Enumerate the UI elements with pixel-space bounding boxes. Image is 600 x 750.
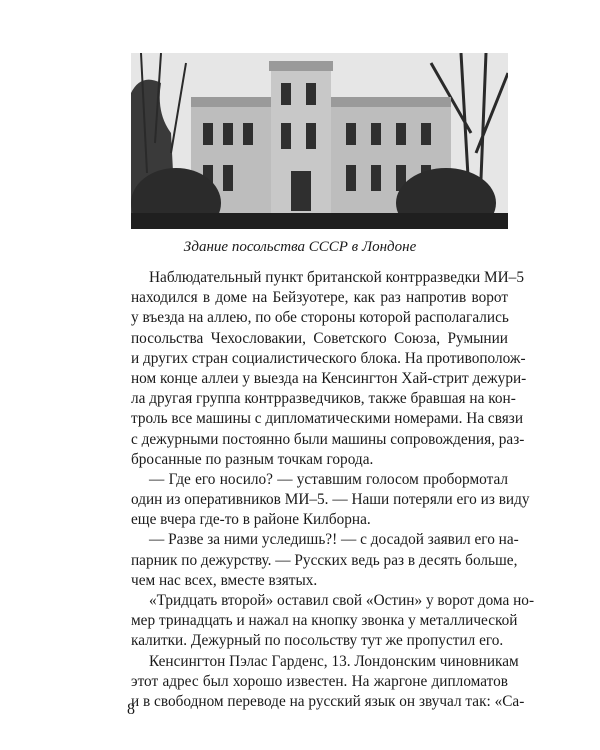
text-line: парник по дежурству. — Русских ведь раз в десять больше,	[131, 551, 518, 569]
embassy-photo	[131, 53, 508, 229]
paragraph	[131, 591, 535, 652]
text-line: Кенсингтон Пэлас Гарденс, 13. Лондонским чиновникам	[149, 652, 519, 670]
paragraph	[131, 652, 525, 713]
text-line: мер тринадцать и нажал на кнопку звонка у металлической	[131, 612, 518, 630]
text-line: один из оперативников МИ–5. — Наши потеряли его из виду	[131, 491, 530, 509]
text-line: ном конце аллеи у выезда на Кенсингтон Хай-стрит дежури-	[131, 369, 527, 387]
text-line: калитки. Дежурный по посольству тут же пропустил его.	[131, 632, 504, 650]
text-line: бросанные по разным точкам города.	[131, 450, 374, 468]
text-line: с дежурными постоянно были машины сопровождения, раз-	[131, 430, 525, 448]
paragraph	[131, 530, 519, 591]
text-line: ла другая группа контрразведчиков, также бравшая на кон-	[131, 390, 516, 408]
text-line: у въезда на аллею, по обе стороны которой располагались	[131, 309, 509, 327]
text-line: троль все машины с дипломатическими номерами. На связи	[131, 410, 524, 428]
text-line: чем нас всех, вместе взятых.	[131, 571, 318, 589]
text-line: — Где его носило? — уставшим голосом пробормотал	[149, 470, 508, 488]
text-line: — Разве за ними уследишь?! — с досадой заявил его на-	[149, 531, 519, 549]
body-text	[131, 268, 535, 712]
text-line: «Тридцать второй» оставил свой «Остин» у ворот дома но-	[149, 592, 535, 609]
text-line: еще вчера где-то в районе Килборна.	[131, 511, 371, 529]
figure-caption: Здание посольства СССР в Лондоне	[183, 239, 417, 255]
page-number: 8	[127, 701, 135, 718]
text-line: посольства Чехословакии, Советского Союза, Румынии	[131, 329, 508, 347]
paragraph	[131, 268, 527, 470]
text-line: Наблюдательный пункт британской контрразведки МИ–5	[149, 269, 524, 286]
paragraph	[131, 470, 530, 531]
text-line: и других стран социалистического блока. На противополож-	[131, 349, 526, 367]
text-line: находился в доме на Бейзуотере, как раз напротив ворот	[131, 289, 508, 307]
text-line: этот адрес был хорошо известен. На жаргоне дипломатов	[131, 672, 508, 690]
text-line: и в свободном переводе на русский язык он звучал так: «Са-	[131, 692, 525, 710]
